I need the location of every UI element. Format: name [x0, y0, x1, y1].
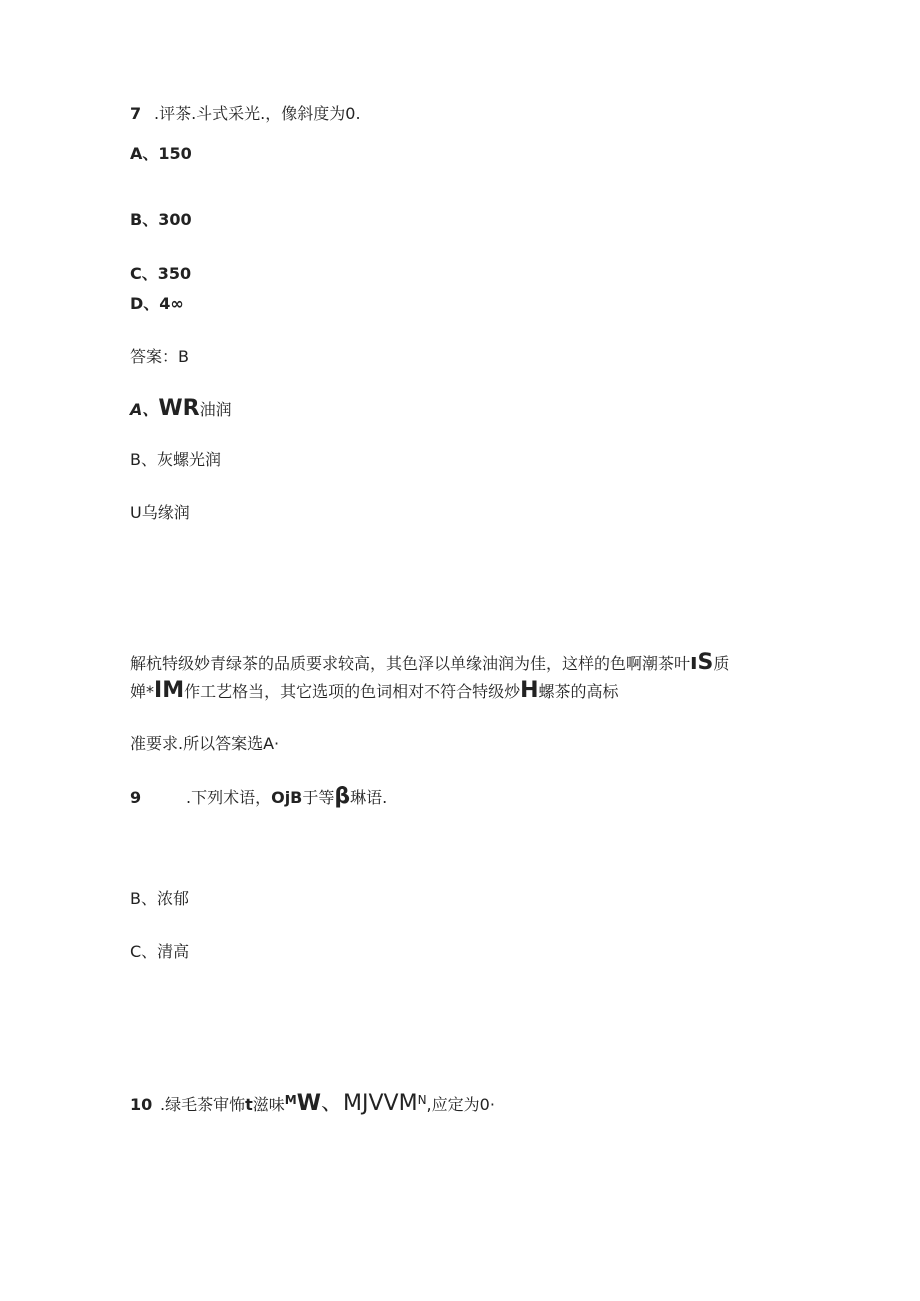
question-7: [130, 104, 361, 124]
question-stem-large: 、MJVVM: [321, 1091, 418, 1116]
question-stem: .下列术语，: [186, 788, 272, 807]
q8-option-c: U乌缘润: [130, 503, 190, 522]
explanation-bold: ıS: [690, 650, 714, 675]
question-stem-bold: W: [296, 1091, 321, 1116]
question-stem-sup: N: [417, 1093, 427, 1107]
question-stem: 琳语.: [350, 788, 388, 807]
explanation-text: 质: [713, 654, 730, 673]
explanation-line-2: [130, 678, 619, 705]
question-number: 10: [130, 1095, 153, 1114]
answer: 答案：B: [130, 347, 189, 366]
q8-option-b: B、灰螺光润: [130, 450, 221, 469]
question-stem-bold: t: [245, 1095, 253, 1114]
explanation-text: 解杭特级妙青绿茶的品质要求较高，其色泽以单缘油润为佳，这样的色啊潮茶叶: [130, 654, 691, 673]
question-number: 9: [130, 788, 142, 807]
explanation-text: 婵*: [130, 682, 155, 701]
option-d: D、4∞: [130, 294, 184, 313]
option-label: A、: [130, 400, 159, 419]
q8-option-a: [130, 396, 232, 423]
q9-option-c: C、清高: [130, 942, 190, 961]
explanation-bold: H: [520, 678, 539, 703]
question-stem: .绿毛茶审怖: [160, 1095, 246, 1114]
option-c: C、350: [130, 264, 192, 283]
question-number: 7: [130, 104, 142, 123]
question-stem: 滋味: [252, 1095, 285, 1114]
question-stem: ,应定为0·: [426, 1095, 495, 1114]
question-10: [130, 1086, 495, 1119]
explanation-text: 作工艺格当，其它选项的色词相对不符合特级炒: [184, 682, 521, 701]
explanation-text: 螺茶的高标: [538, 682, 619, 701]
option-a: A、150: [130, 144, 192, 163]
question-stem: .评茶.斗式采光.，像斜度为0.: [154, 104, 361, 123]
explanation-bold: IM: [154, 678, 185, 703]
option-b: B、300: [130, 210, 192, 229]
question-9: [130, 784, 387, 811]
explanation-line-3: 准要求.所以答案选A·: [130, 734, 280, 753]
question-stem-bold: β: [334, 784, 351, 809]
question-stem: 于等: [302, 788, 335, 807]
option-text-bold: WR: [158, 396, 200, 421]
question-stem-sup: M: [284, 1093, 297, 1107]
q9-option-b: B、浓郁: [130, 889, 189, 908]
question-stem-bold: OjB: [271, 788, 303, 807]
option-text: 油润: [199, 400, 232, 419]
explanation-line-1: [130, 650, 729, 677]
